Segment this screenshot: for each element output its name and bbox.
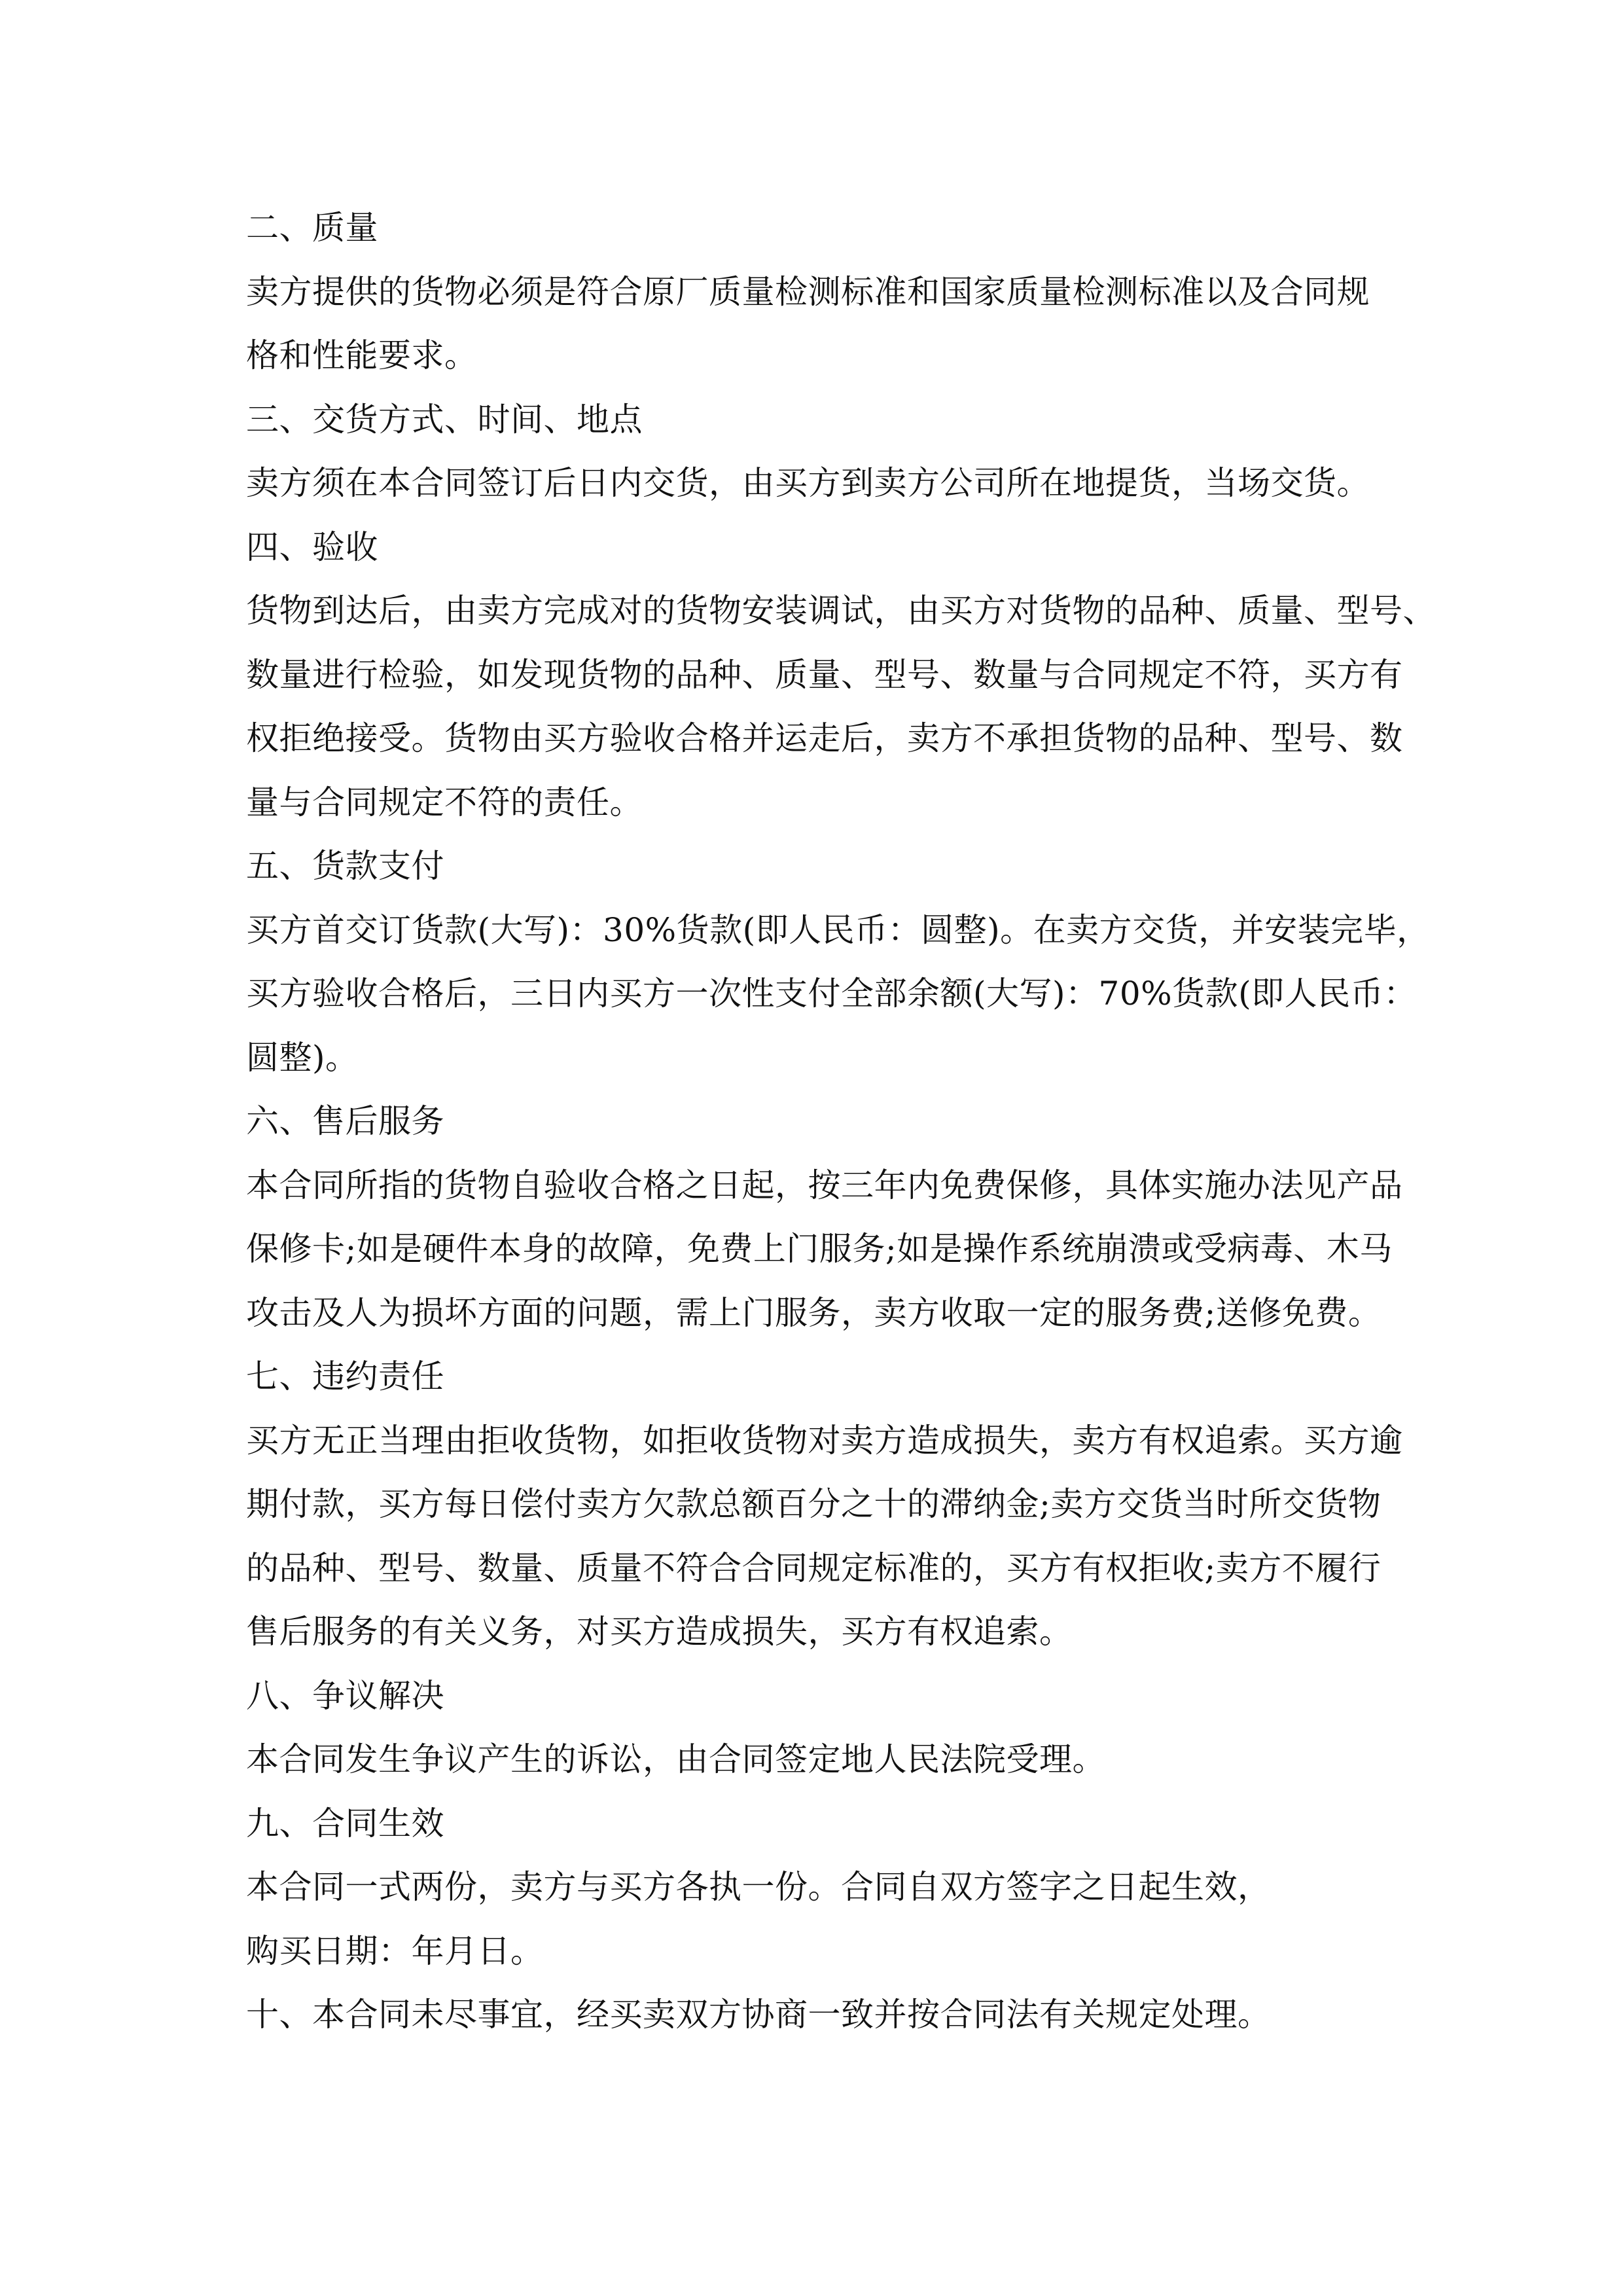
section-heading-effect: 九、合同生效 xyxy=(246,1804,444,1842)
paragraph-line: 售后服务的有关义务，对买方造成损失，买方有权追索。 xyxy=(246,1613,1073,1651)
paragraph-line: 圆整)。 xyxy=(246,1038,359,1077)
paragraph-line: 卖方提供的货物必须是符合原厂质量检测标准和国家质量检测标准以及合同规 xyxy=(246,272,1370,311)
paragraph-line: 攻击及人为损坏方面的问题，需上门服务，卖方收取一定的服务费;送修免费。 xyxy=(246,1293,1382,1332)
section-heading-payment: 五、货款支付 xyxy=(246,847,444,885)
paragraph-line: 买方验收合格后，三日内买方一次性支付全部余额(大写)：70%货款(即人民币： xyxy=(246,975,1417,1013)
section-heading-delivery: 三、交货方式、时间、地点 xyxy=(246,400,643,439)
paragraph-line: 本合同发生争议产生的诉讼，由合同签定地人民法院受理。 xyxy=(246,1740,1105,1778)
paragraph-line: 货物到达后，由卖方完成对的货物安装调试，由买方对货物的品种、质量、型号、 xyxy=(246,592,1436,630)
paragraph-line: 期付款，买方每日偿付卖方欠款总额百分之十的滞纳金;卖方交货当时所交货物 xyxy=(246,1485,1382,1523)
section-heading-misc: 十、本合同未尽事宜，经买卖双方协商一致并按合同法有关规定处理。 xyxy=(246,1996,1271,2034)
section-heading-liability: 七、违约责任 xyxy=(246,1357,444,1395)
contract-body xyxy=(246,196,1436,2047)
paragraph-line: 保修卡;如是硬件本身的故障，免费上门服务;如是操作系统崩溃或受病毒、木马 xyxy=(246,1230,1393,1268)
paragraph-line: 买方首交订货款(大写)：30%货款(即人民币：圆整)。在卖方交货，并安装完毕， xyxy=(246,910,1430,949)
paragraph-line: 权拒绝接受。货物由买方验收合格并运走后，卖方不承担货物的品种、型号、数 xyxy=(246,719,1403,757)
paragraph-line: 量与合同规定不符的责任。 xyxy=(246,783,643,821)
section-heading-dispute: 八、争议解决 xyxy=(246,1676,444,1715)
paragraph-line: 格和性能要求。 xyxy=(246,336,478,374)
section-heading-acceptance: 四、验收 xyxy=(246,528,378,566)
paragraph-line: 本合同一式两份，卖方与买方各执一份。合同自双方签字之日起生效， xyxy=(246,1868,1271,1906)
paragraph-line: 本合同所指的货物自验收合格之日起，按三年内免费保修，具体实施办法见产品 xyxy=(246,1166,1403,1204)
paragraph-line: 卖方须在本合同签订后日内交货，由买方到卖方公司所在地提货，当场交货。 xyxy=(246,464,1370,502)
purchase-date-line: 购买日期：年月日。 xyxy=(246,1931,544,1970)
section-heading-after-sales: 六、售后服务 xyxy=(246,1102,444,1140)
paragraph-line: 买方无正当理由拒收货物，如拒收货物对卖方造成损失，卖方有权追索。买方逾 xyxy=(246,1421,1403,1460)
paragraph-line: 数量进行检验，如发现货物的品种、质量、型号、数量与合同规定不符，买方有 xyxy=(246,655,1403,694)
paragraph-line: 的品种、型号、数量、质量不符合合同规定标准的，买方有权拒收;卖方不履行 xyxy=(246,1549,1382,1587)
section-heading-quality: 二、质量 xyxy=(246,209,378,247)
